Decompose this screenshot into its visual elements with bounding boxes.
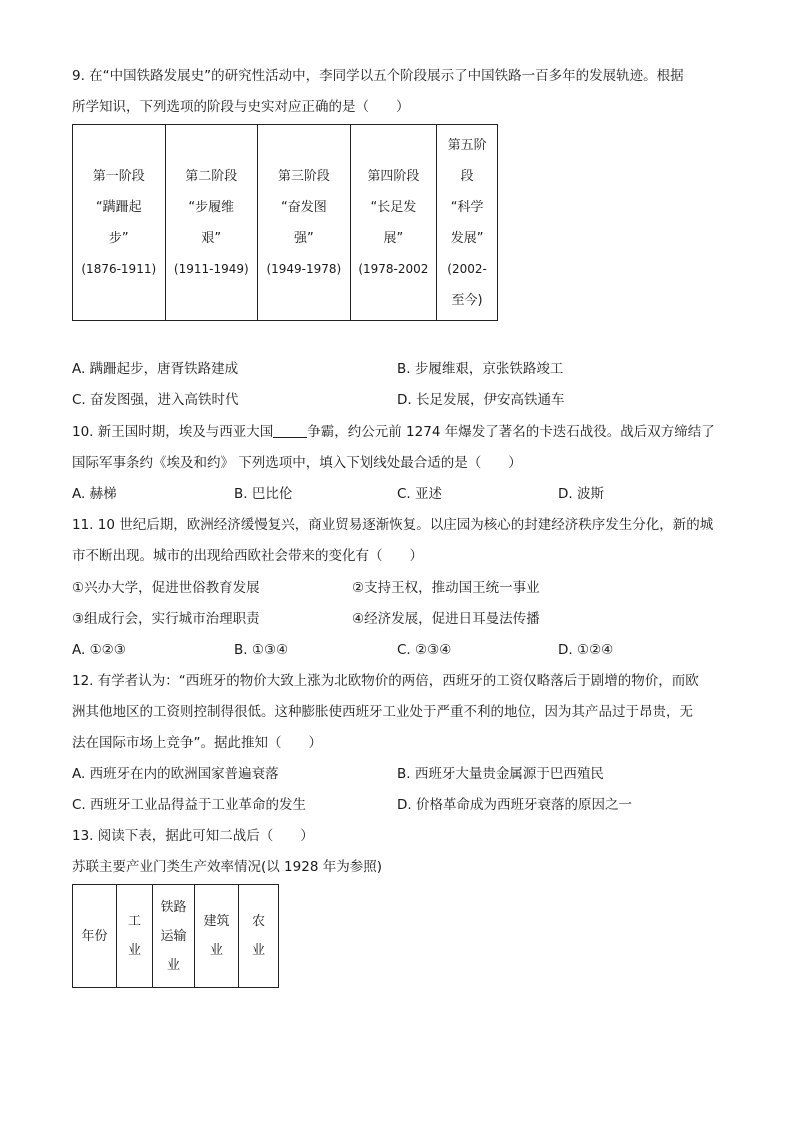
q11-stem-line2: 市不断出现。城市的出现给西欧社会带来的变化有（ ） [72,548,423,564]
stage-cell-2: 第二阶段 “步履维 艰” (1911-1949) [165,125,258,321]
q9-stem-line1: 9. 在“中国铁路发展史”的研究性活动中，李同学以五个阶段展示了中国铁路一百多年的发展轨迹。根据 [72,68,684,84]
header-rail-transport: 铁路 运输 业 [153,885,195,988]
q9-option-c[interactable]: C. 奋发图强，进入高铁时代 [72,392,239,408]
q12-stem-line2: 洲其他地区的工资则控制得很低。这种膨胀使西班牙工业处于严重不利的地位，因为其产品过于昂贵，无 [72,704,693,720]
q11-statement-2: ②支持王权，推动国王统一事业 [352,580,540,596]
q9-stem-line2: 所学知识，下列选项的阶段与史实对应正确的是（ ） [72,99,410,115]
fill-blank [273,423,307,438]
q12-option-a[interactable]: A. 西班牙在内的欧洲国家普遍衰落 [72,766,279,782]
q10-option-c[interactable]: C. 亚述 [397,486,443,502]
header-construction: 建筑 业 [195,885,239,988]
q11-statement-4: ④经济发展，促进日耳曼法传播 [352,611,540,627]
q9-option-b[interactable]: B. 步履维艰，京张铁路竣工 [397,361,564,377]
q13-productivity-table [72,884,279,988]
q13-stem-line1: 13. 阅读下表，据此可知二战后（ ） [72,828,314,844]
stage-cell-5: 第五阶 段 “科学 发展” (2002- 至今) [437,125,498,321]
q12-option-b[interactable]: B. 西班牙大量贵金属源于巴西殖民 [397,766,604,782]
q10-stem-line1: 10. 新王国时期，埃及与西亚大国 争霸，约公元前 1274 年爆发了著名的卡迭石战役。战后双方缔结了 [72,424,715,440]
q11-option-d[interactable]: D. ①②④ [558,642,614,658]
q11-option-b[interactable]: B. ①③④ [234,642,289,658]
q12-option-c[interactable]: C. 西班牙工业品得益于工业革命的发生 [72,797,307,813]
header-year: 年份 [73,885,117,988]
q10-option-b[interactable]: B. 巴比伦 [234,486,293,502]
q12-stem-line1: 12. 有学者认为：“西班牙的物价大致上涨为北欧物价的两倍，西班牙的工资仅略落后于剧增的物价，而欧 [72,673,699,689]
q12-stem-line3: 法在国际市场上竞争”。据此推知（ ） [72,735,322,751]
q11-statement-1: ①兴办大学，促进世俗教育发展 [72,580,260,596]
stage-cell-3: 第三阶段 “奋发图 强” (1949-1978) [258,125,351,321]
stage-cell-4: 第四阶段 “长足发 展” (1978-2002 [350,125,437,321]
q10-option-a[interactable]: A. 赫梯 [72,486,117,502]
q12-option-d[interactable]: D. 价格革命成为西班牙衰落的原因之一 [397,797,632,813]
q9-option-d[interactable]: D. 长足发展，伊安高铁通车 [397,392,565,408]
stage-cell-1: 第一阶段 “蹒跚起 步” (1876-1911) [73,125,166,321]
q11-option-c[interactable]: C. ②③④ [397,642,452,658]
q11-option-a[interactable]: A. ①②③ [72,642,126,658]
q10-option-d[interactable]: D. 波斯 [558,486,604,502]
q9-option-a[interactable]: A. 蹒跚起步，唐胥铁路建成 [72,361,239,377]
header-agriculture: 农 业 [238,885,278,988]
q9-stage-table [72,124,498,321]
header-industry: 工 业 [116,885,152,988]
q11-stem-line1: 11. 10 世纪后期，欧洲经济缓慢复兴，商业贸易逐渐恢复。以庄园为核心的封建经济秩序发生分化，新的城 [72,517,714,533]
q13-table-caption: 苏联主要产业门类生产效率情况(以 1928 年为参照) [72,859,382,875]
q10-stem-line2: 国际军事条约《埃及和约》 下列选项中，填入下划线处最合适的是（ ） [72,455,522,471]
q11-statement-3: ③组成行会，实行城市治理职责 [72,611,260,627]
